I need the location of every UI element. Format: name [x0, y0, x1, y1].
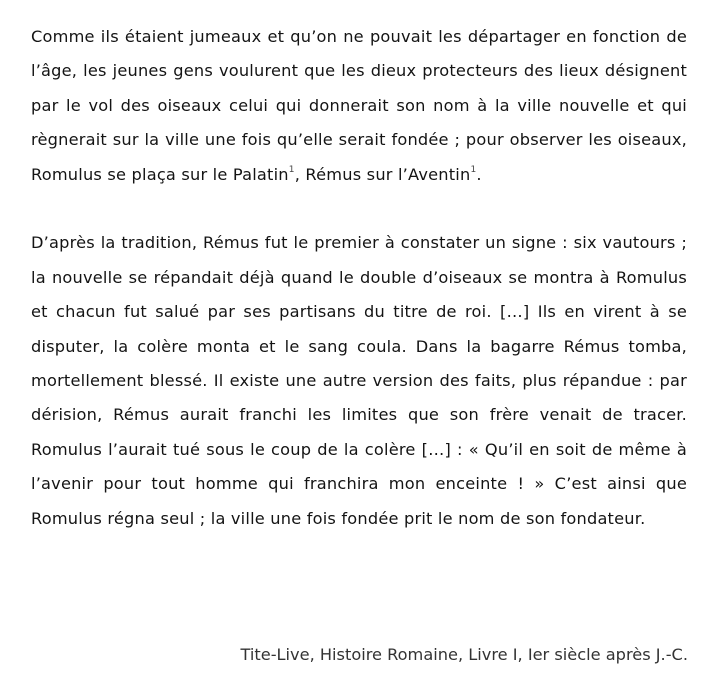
paragraph-text: .	[476, 164, 482, 184]
footnote-marker: 1	[470, 165, 477, 176]
paragraph-text: Comme ils étaient jumeaux et qu’on ne pouvait les départager en fonction de l’âge, les jeunes gens voulurent que les dieux protecteurs des lieux désignent par le vol des oiseaux celui qui donnerait son nom à la ville nouvelle et qui règnerait sur la ville une fois qu’elle serait fondée ; pour observer les oiseaux, Romulus se plaça sur le Palatin	[31, 27, 687, 184]
paragraph-tradition: D’après la tradition, Rémus fut le premier à constater un signe : six vautours ; la nouvelle se répandait déjà quand le double d’oiseaux se montra à Romulus et chacun fut salué par ses partisans du titre de roi. […] Ils en virent à se disputer, la colère monta et le sang coula. Dans la bagarre Rémus tomba, mortellement blessé. Il existe une autre version des faits, plus répandue : par dérision, Rémus aurait franchi les limites que son frère venait de tracer. Romulus l’aurait tué sous le coup de la colère […] : « Qu’il en soit de même à l’avenir pour tout homme qui franchira mon enceinte ! » C’est ainsi que Romulus régna seul ; la ville une fois fondée prit le nom de son fondateur.	[31, 233, 687, 528]
source-citation: Tite-Live, Histoire Romaine, Livre I, Ier siècle après J.-C.	[240, 645, 688, 664]
document-body	[31, 20, 687, 536]
footnote-marker: 1	[288, 165, 295, 176]
paragraph-text: , Rémus sur l’Aventin	[294, 164, 471, 184]
paragraph-twins-omens	[31, 20, 687, 192]
